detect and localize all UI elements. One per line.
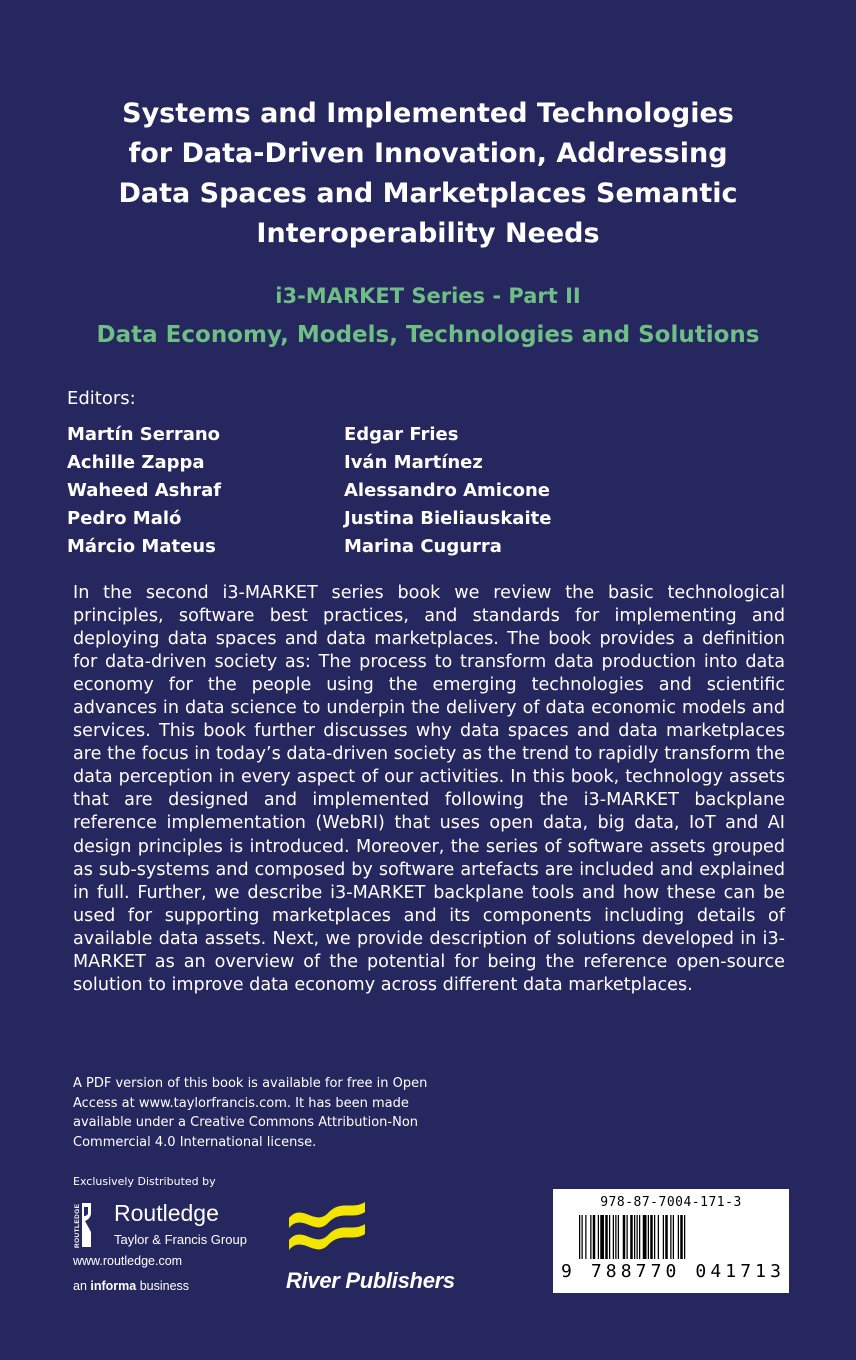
- isbn-number: 978-87-7004-171-3: [600, 1195, 742, 1210]
- editor-name: Alessandro Amicone: [344, 480, 551, 501]
- series-subtitle: Data Economy, Models, Technologies and Solutions: [96, 322, 760, 348]
- routledge-subtitle: Taylor & Francis Group: [114, 1232, 247, 1247]
- editor-name: Achille Zappa: [67, 452, 205, 473]
- routledge-name: Routledge: [114, 1200, 219, 1226]
- isbn-barcode: [553, 1189, 789, 1293]
- informa-brand: informa: [90, 1279, 137, 1293]
- editor-name: Justina Bieliauskaite: [344, 508, 552, 529]
- river-publishers-wave-icon: [285, 1198, 369, 1264]
- editor-name: Iván Martínez: [344, 452, 483, 473]
- barcode-bars: [577, 1215, 773, 1259]
- river-publishers-name: River Publishers: [286, 1268, 455, 1293]
- informa-suffix: business: [139, 1279, 190, 1293]
- editor-name: Martín Serrano: [67, 424, 221, 445]
- book-title: [60, 94, 796, 254]
- editor-name: Márcio Mateus: [67, 536, 216, 557]
- title-line: for Data-Driven Innovation, Addressing: [128, 138, 728, 169]
- informa-prefix: an: [73, 1279, 87, 1293]
- title-line: Data Spaces and Marketplaces Semantic: [118, 178, 738, 209]
- series-name: i3-MARKET Series - Part II: [275, 284, 581, 308]
- informa-tagline: [73, 1279, 189, 1293]
- title-line: Systems and Implemented Technologies: [122, 98, 734, 129]
- barcode-digits: 9 788770 041713: [561, 1261, 786, 1282]
- book-description: In the second i3-MARKET series book we review the basic technological principles, software best practices, and standards for implementing and deploying data spaces and data marketplaces. The book provides a definition for data-driven society as: The process to transform data production into data economy for the people using the emerging technologies and scientific advances in data science to underpin the delivery of data economic models and services. This book further discusses why data spaces and data marketplaces are the focus in today’s data-driven society as the trend to rapidly transform the data perception in every aspect of our activities. In this book, technology assets that are designed and implemented following the i3-MARKET backplane reference implementation (WebRI) that uses open data, big data, IoT and AI design principles is introduced. Moreover, the series of software assets grouped as sub-systems and composed by software artefacts are included and explained in full. Further, we describe i3-MARKET backplane tools and how these can be used for supporting marketplaces and its components including details of available data assets. Next, we provide description of solutions developed in i3-MARKET as an overview of the potential for being the reference open-source solution to improve data economy across different data marketplaces.: [73, 583, 785, 995]
- open-access-line: A PDF version of this book is available for free in Open: [73, 1076, 428, 1091]
- routledge-logo-icon: [73, 1201, 93, 1249]
- routledge-logo-text: ROUTLEDGE: [74, 1203, 81, 1248]
- open-access-notice: [73, 1074, 493, 1152]
- open-access-line: available under a Creative Commons Attribution-Non: [73, 1115, 419, 1130]
- editor-name: Marina Cugurra: [344, 536, 502, 557]
- editor-name: Edgar Fries: [344, 424, 459, 445]
- editors-column-left: [67, 421, 221, 561]
- distribution-label: Exclusively Distributed by: [73, 1175, 216, 1188]
- editor-name: Waheed Ashraf: [67, 480, 222, 501]
- title-line: Interoperability Needs: [256, 218, 600, 249]
- editors-label: Editors:: [67, 388, 136, 409]
- editor-name: Pedro Maló: [67, 508, 182, 529]
- open-access-line: Access at www.taylorfrancis.com. It has been made: [73, 1095, 409, 1111]
- routledge-website: www.routledge.com: [73, 1254, 183, 1268]
- open-access-line: Commercial 4.0 International license.: [73, 1134, 317, 1150]
- editors-column-right: [344, 421, 551, 561]
